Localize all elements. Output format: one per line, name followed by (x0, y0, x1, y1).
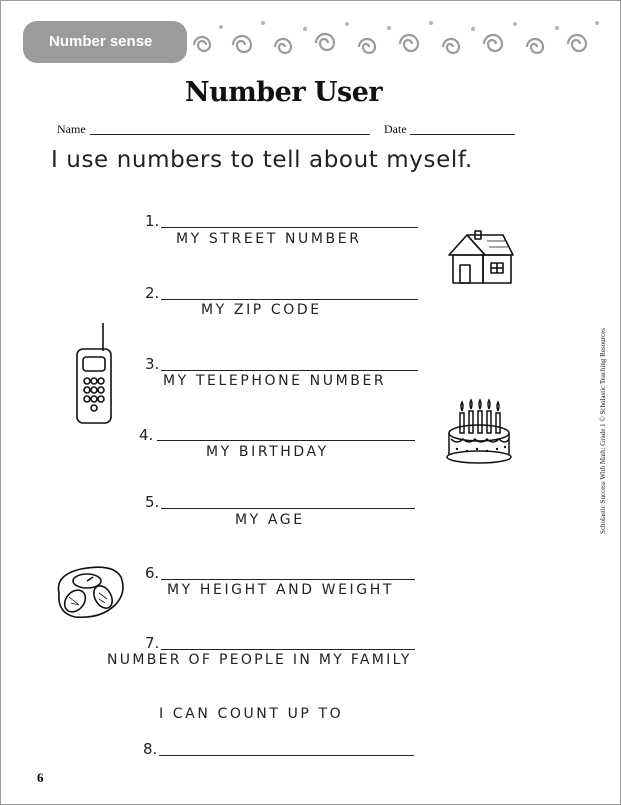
worksheet-instruction: I use numbers to tell about myself. (51, 147, 473, 173)
answer-line-street-number[interactable] (161, 227, 418, 228)
item-number: 5. (145, 493, 160, 511)
item-caption: MY TELEPHONE NUMBER (163, 373, 387, 389)
phone-icon (73, 321, 115, 427)
answer-line-zip-code[interactable] (161, 299, 418, 300)
date-label: Date (384, 122, 407, 136)
count-prompt: I CAN COUNT UP TO (159, 706, 344, 722)
answer-line-height-weight[interactable] (161, 579, 415, 580)
swirl-decoration (187, 15, 607, 63)
house-icon (445, 227, 517, 287)
item-caption: MY STREET NUMBER (176, 231, 362, 247)
copyright-credit: Scholastic Success With Math: Grade 1 © Scholastic Teaching Resources (599, 328, 607, 534)
item-caption: NUMBER OF PEOPLE IN MY FAMILY (107, 652, 412, 668)
item-number: 3. (145, 355, 160, 373)
birthday-cake-icon (443, 399, 515, 465)
answer-line-count[interactable] (159, 755, 414, 756)
item-caption: MY ZIP CODE (201, 302, 322, 318)
header-banner (1, 1, 620, 63)
answer-line-family[interactable] (161, 649, 415, 650)
name-label: Name (57, 122, 86, 136)
item-caption: MY AGE (235, 512, 305, 528)
section-tab: Number sense (23, 21, 187, 63)
name-line[interactable] (90, 134, 370, 135)
item-number: 7. (145, 634, 160, 652)
item-number: 8. (143, 740, 158, 758)
item-number: 4. (139, 426, 154, 444)
item-number: 1. (145, 212, 160, 230)
answer-line-telephone[interactable] (161, 370, 418, 371)
item-number: 6. (145, 564, 160, 582)
answer-line-age[interactable] (161, 508, 415, 509)
item-caption: MY HEIGHT AND WEIGHT (167, 582, 394, 598)
page-number: 6 (37, 770, 44, 785)
page-title: Number User (184, 77, 383, 108)
date-line[interactable] (410, 134, 515, 135)
item-caption: MY BIRTHDAY (206, 444, 329, 460)
item-number: 2. (145, 284, 160, 302)
scale-icon (51, 563, 127, 621)
answer-line-birthday[interactable] (157, 440, 415, 441)
